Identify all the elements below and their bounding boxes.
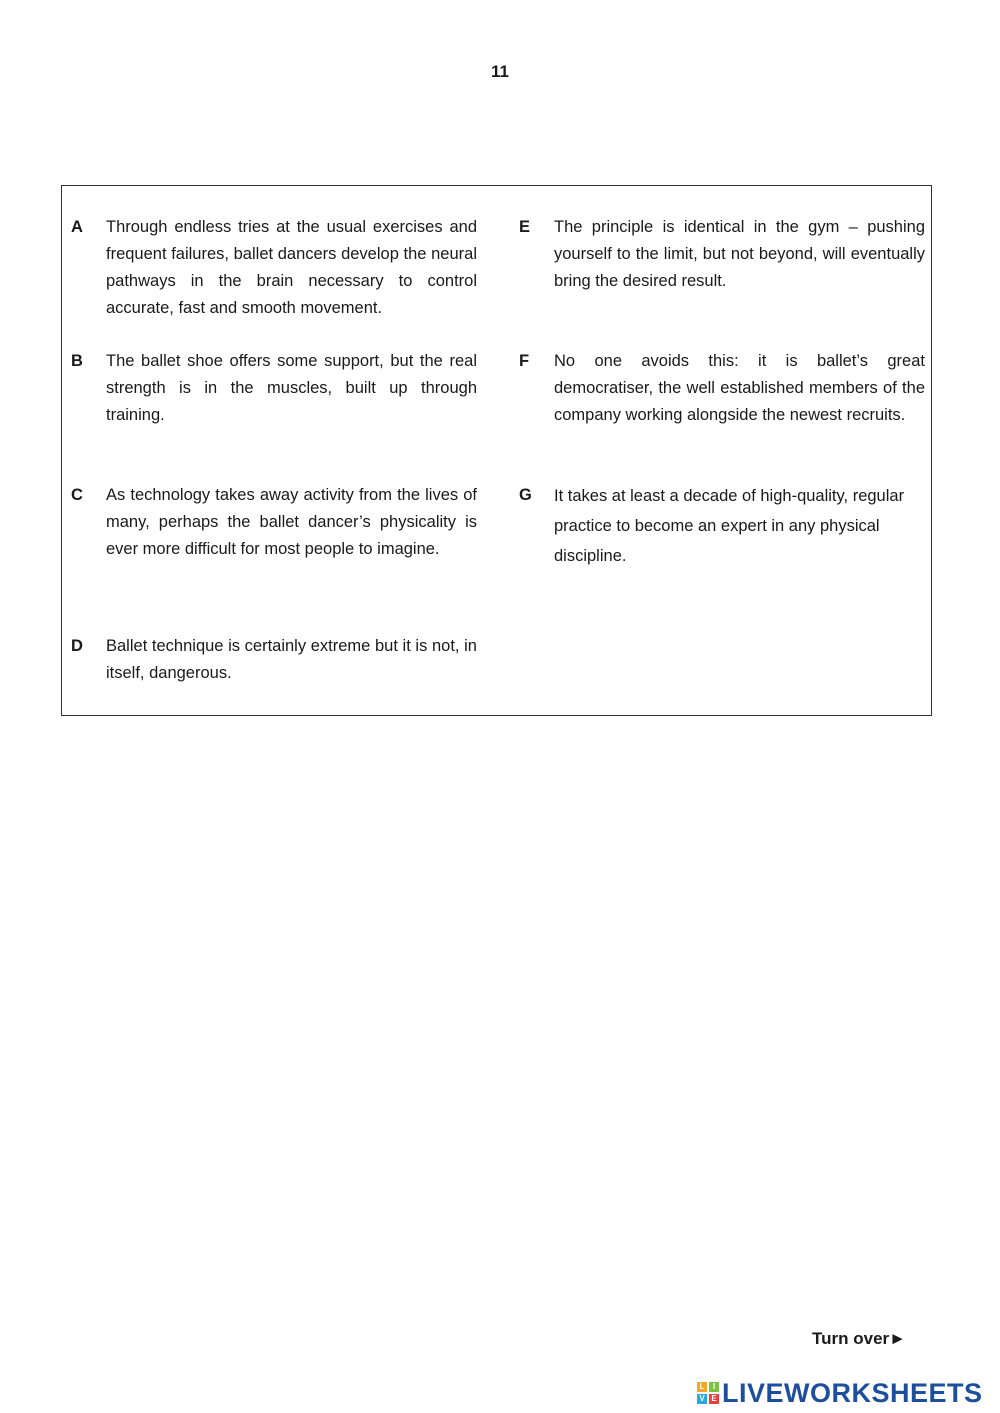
option-letter: G: [519, 486, 532, 504]
option-letter: D: [71, 637, 83, 655]
option-text: The ballet shoe offers some support, but the real strength is in the muscles, built up through training.: [106, 352, 477, 424]
page-number: 11: [491, 62, 509, 81]
option-d: [71, 633, 477, 687]
option-letter: C: [71, 486, 83, 504]
option-letter: A: [71, 218, 83, 236]
option-b: [71, 348, 477, 429]
option-letter: E: [519, 218, 531, 236]
turn-over-label: Turn over►: [812, 1329, 906, 1348]
logo-cell: I: [709, 1382, 719, 1392]
option-a: [71, 214, 477, 322]
option-text: Ballet technique is certainly extreme but it is not, in itself, dangerous.: [106, 637, 477, 682]
options-box: [61, 185, 932, 716]
option-e: [519, 214, 925, 295]
option-text: The principle is identical in the gym – pushing yourself to the limit, but not beyond, will eventually bring the desired result.: [554, 218, 925, 290]
logo-cell: E: [709, 1394, 719, 1404]
option-g: [519, 482, 925, 571]
logo-cell: V: [697, 1394, 707, 1404]
option-c: [71, 482, 477, 563]
option-text: As technology takes away activity from the lives of many, perhaps the ballet dancer’s physicality is ever more difficult for most people to imagine.: [106, 486, 477, 558]
option-text: It takes at least a decade of high-quality, regular practice to become an expert in any physical discipline.: [554, 487, 905, 565]
logo-mark-icon: [697, 1382, 719, 1404]
option-text: Through endless tries at the usual exercises and frequent failures, ballet dancers develop the neural pathways in the brain necessary to control accurate, fast and smooth movement.: [106, 218, 477, 317]
option-f: [519, 348, 925, 429]
logo-text: LIVEWORKSHEETS: [722, 1378, 983, 1408]
option-letter: B: [71, 352, 83, 370]
logo-cell: L: [697, 1382, 707, 1392]
option-text: No one avoids this: it is ballet’s great democratiser, the well established members of the company working alongside the newest recruits.: [554, 352, 925, 424]
liveworksheets-logo: [697, 1378, 983, 1408]
option-letter: F: [519, 352, 530, 370]
